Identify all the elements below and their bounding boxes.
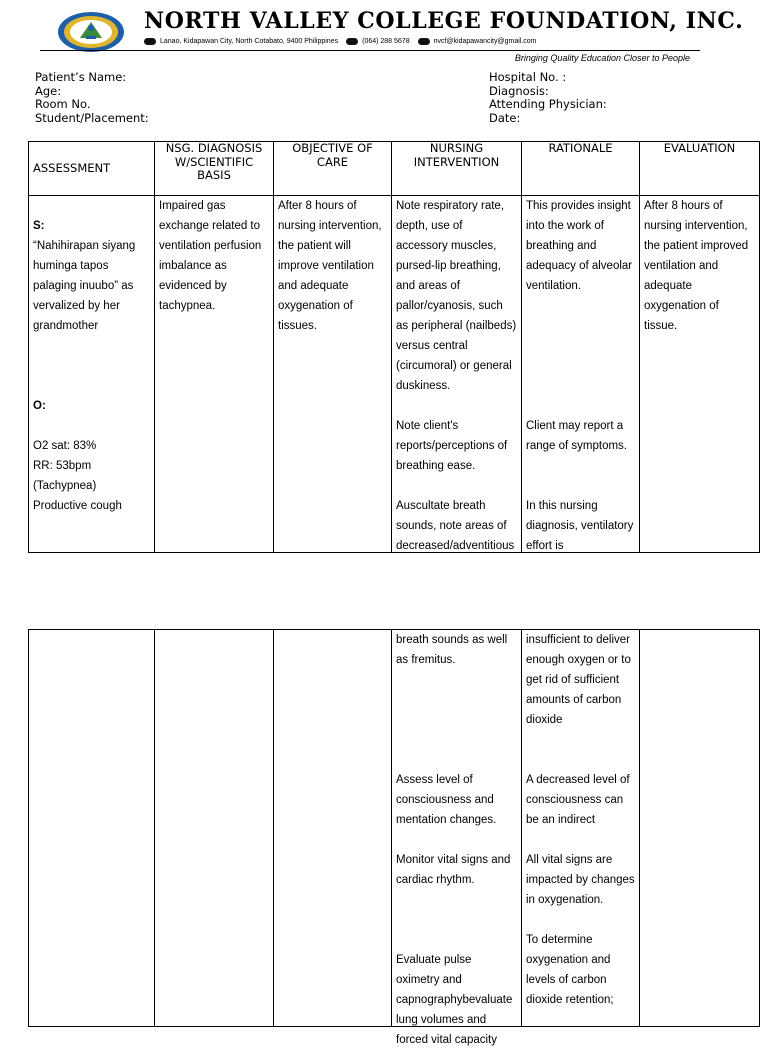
attending-physician-label: Attending Physician: xyxy=(489,97,607,111)
objective-text: O2 sat: 83% RR: 53bpm (Tachypnea) Productive cough xyxy=(33,440,122,512)
objective-label: O: xyxy=(33,400,46,412)
header-divider xyxy=(40,50,700,51)
hospital-no-label: Hospital No. : xyxy=(489,70,567,84)
diagnosis-cell xyxy=(155,630,274,1027)
diagnosis-text: Impaired gas exchange related to ventilation perfusion imbalance as evidenced by tachypnea. xyxy=(159,200,262,312)
phone: (064) 288 5678 xyxy=(346,38,409,45)
location-icon xyxy=(144,38,156,45)
care-plan-table-page2 xyxy=(28,629,760,1046)
age-label: Age: xyxy=(35,83,62,98)
intervention-cell xyxy=(392,630,522,1046)
date-label: Date: xyxy=(489,110,521,125)
college-seal-icon xyxy=(56,10,126,54)
assessment-cell xyxy=(29,196,155,553)
letterhead xyxy=(40,6,744,64)
evaluation-text: After 8 hours of nursing intervention, the patient improved ventilation and adequate oxygenation of tissue. xyxy=(644,200,749,332)
tagline: Bringing Quality Education Closer to People xyxy=(514,53,690,63)
assessment-cell xyxy=(29,630,155,1027)
header-intervention: NURSING INTERVENTION xyxy=(392,142,522,196)
phone-icon xyxy=(346,38,358,45)
table-row xyxy=(29,630,760,1027)
room-label: Room No. xyxy=(35,97,91,111)
care-plan-table-page1 xyxy=(28,141,760,553)
intervention-text: Note respiratory rate, depth, use of accessory muscles, pursed-lip breathing, and areas of pallor/cyanosis, such as peripheral (nailbeds) versus central (circumoral) or general duskiness. Note client's reports/perceptions of breathing ease. Auscultate breath sounds, note areas of decreased/adventitious xyxy=(396,200,517,552)
patient-name-label: Patient’s Name: xyxy=(35,70,127,84)
patient-info-left xyxy=(35,71,149,125)
subjective-text: “Nahihirapan siyang huminga tapos palaging inuubo” as vervalized by her grandmother xyxy=(33,240,136,332)
rationale-text: This provides insight into the work of breathing and adequacy of alveolar ventilation. Client may report a range of symptoms. In this nursing diagnosis, ventilatory effort is xyxy=(526,200,634,552)
diagnosis-label: Diagnosis: xyxy=(489,83,549,98)
diagnosis-cell xyxy=(155,196,274,553)
objective-cell xyxy=(274,196,392,553)
objective-of-care-text: After 8 hours of nursing intervention, the patient will improve ventilation and adequate oxygenation of tissues. xyxy=(278,200,382,332)
rationale-text: insufficient to deliver enough oxygen or to get rid of sufficient amounts of carbon dioxide A decreased level of consciousness can be an indirect All vital signs are impacted by changes in oxygenation. To determine oxygenation and levels of carbon dioxide retention; xyxy=(526,634,635,1006)
objective-cell xyxy=(274,630,392,1027)
intervention-cell xyxy=(392,196,522,553)
student-placement-label: Student/Placement: xyxy=(35,110,149,125)
header-assessment: ASSESSMENT xyxy=(29,142,155,196)
rationale-cell xyxy=(522,196,640,553)
email-icon xyxy=(418,38,430,45)
college-name: NORTH VALLEY COLLEGE FOUNDATION, INC. xyxy=(144,8,744,34)
patient-info-right xyxy=(489,71,607,125)
header-objective: OBJECTIVE OF CARE xyxy=(274,142,392,196)
contact-line xyxy=(144,38,537,45)
rationale-cell xyxy=(522,630,640,1027)
table-header-row xyxy=(29,142,760,196)
header-evaluation: EVALUATION xyxy=(640,142,760,196)
subjective-label: S: xyxy=(33,220,45,232)
email: nvcf@kidapawancity@gmail.com xyxy=(418,38,537,45)
evaluation-cell xyxy=(640,630,760,1027)
address: Lanao, Kidapawan City, North Cotabato, 9400 Philippines xyxy=(144,38,338,45)
evaluation-cell xyxy=(640,196,760,553)
header-rationale: RATIONALE xyxy=(522,142,640,196)
intervention-text: breath sounds as well as fremitus. Assess level of consciousness and mentation changes. Monitor vital signs and cardiac rhythm. Evaluate pulse oximetry and capnographybevaluate lung volumes and forced vital capacity xyxy=(396,634,513,1046)
header-nsg-diagnosis: NSG. DIAGNOSIS W/SCIENTIFIC BASIS xyxy=(155,142,274,196)
table-row xyxy=(29,196,760,553)
